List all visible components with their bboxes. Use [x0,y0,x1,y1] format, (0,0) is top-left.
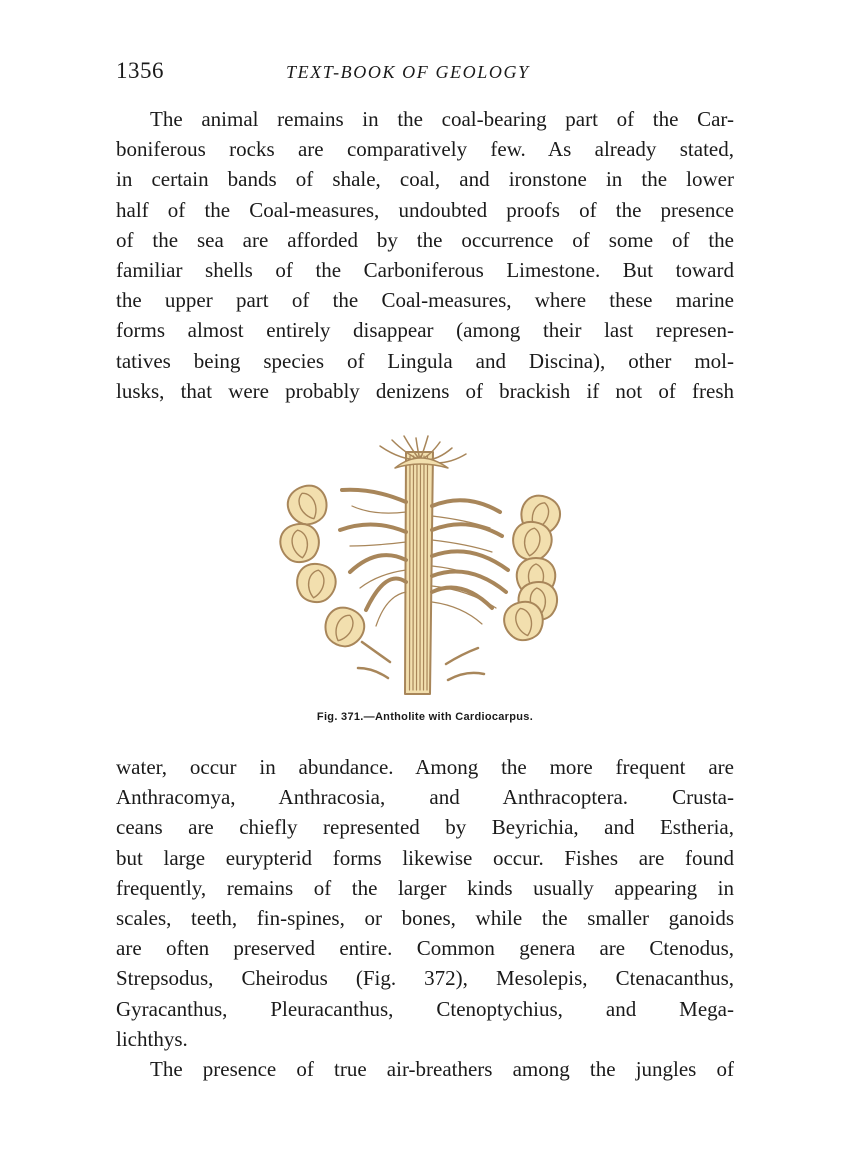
text-line: The animal remains in the coal-bearing part of the Car- [150,107,734,131]
text-line: forms almost entirely disappear (among their last represen- [116,318,734,343]
seed-pod [278,521,323,565]
seed-pod [294,561,339,605]
leaf-vein [376,592,406,626]
stem-striation [417,456,418,690]
lower-leaf [362,642,390,662]
branch [432,524,502,536]
stem-striation [413,456,414,690]
text-line: half of the Coal-measures, undoubted proofs of the presence [116,197,734,222]
paragraph-bottom [116,752,734,1084]
text-line: but large eurypterid forms likewise occur. Fishes are found [116,845,734,870]
text-line: of the sea are afforded by the occurrence of some of the [116,227,734,252]
lower-leaf [446,648,478,664]
branch [340,524,406,532]
lower-leaf [358,668,388,678]
leaf-vein [432,566,498,586]
text-line: scales, teeth, fin-spines, or bones, while the smaller ganoids [116,905,734,930]
figure-caption: Fig. 371.—Antholite with Cardiocarpus. [316,711,534,723]
branch [432,500,500,512]
text-line: Strepsodus, Cheirodus (Fig. 372), Mesolepis, Ctenacanthus, [116,966,734,991]
seed-pod-body [319,602,370,653]
text-line: ceans are chiefly represented by Beyrichia, and Estheria, [116,815,734,840]
text-line: Gyracanthus, Pleuracanthus, Ctenoptychius, and Mega- [116,996,734,1021]
seed-pod [282,480,333,531]
paragraph-top [116,104,734,406]
text-line: familiar shells of the Carboniferous Limestone. But toward [116,257,734,282]
antholite-drawing [270,432,580,700]
leaf-vein [350,542,406,546]
seed-pod [319,602,370,653]
lower-leaf [448,673,484,680]
text-line: the upper part of the Coal-measures, where these marine [116,288,734,313]
stem-striation [427,456,428,690]
leaf-vein [352,506,406,513]
running-title: TEXT-BOOK OF GEOLOGY [286,62,530,82]
branch [350,555,406,572]
page-number: 1356 [116,58,164,83]
text-line: frequently, remains of the larger kinds usually appearing in [116,875,734,900]
text-line: in certain bands of shale, coal, and ironstone in the lower [116,167,734,192]
text-line: water, occur in abundance. Among the more frequent are [116,755,734,779]
page-header [116,58,736,88]
stem-striation [424,456,425,690]
text-line: tatives being species of Lingula and Discina), other mol- [116,348,734,373]
stem-striation [410,456,411,690]
text-line: Anthracomya, Anthracosia, and Anthracoptera. Crusta- [116,785,734,810]
branch [432,588,492,608]
text-line: lichthys. [116,1026,188,1051]
text-line: lusks, that were probably denizens of brackish if not of fresh [116,378,734,403]
branch [342,490,406,502]
seed-pod-body [282,480,333,531]
text-line: The presence of true air-breathers among the jungles of [150,1056,734,1081]
text-line: boniferous rocks are comparatively few. As already stated, [116,137,734,162]
seed-pod-body [278,521,323,565]
text-line: are often preserved entire. Common genera are Ctenodus, [116,936,734,961]
antholite-illustration [270,432,580,700]
leaf-vein [432,602,482,624]
stem-striation [420,456,421,690]
seed-pod-body [294,561,339,605]
